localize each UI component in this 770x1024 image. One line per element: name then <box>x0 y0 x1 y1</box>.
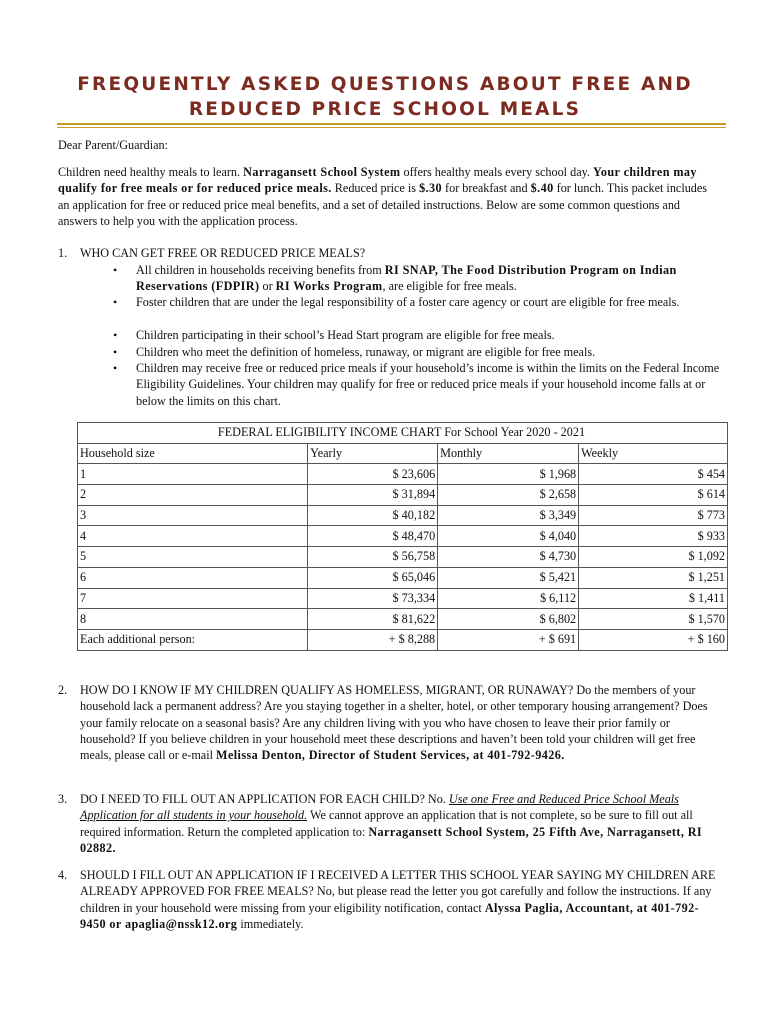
cell-monthly: $ 3,349 <box>438 505 579 526</box>
cell-yearly: $ 65,046 <box>308 567 438 588</box>
bullet-1: • <box>113 263 118 277</box>
bullet-2: • <box>113 295 118 309</box>
cell-weekly: $ 1,411 <box>579 588 728 609</box>
q4-text: SHOULD I FILL OUT AN APPLICATION IF I RECEIVED A LETTER THIS SCHOOL YEAR SAYING MY CHILDREN ARE ALREADY APPROVED FOR FREE MEALS? No, but please read the letter you got carefully and follow the instructions. If any children in your household were missing from your eligibility notification, contact Alyssa Paglia, Accountant, at 401-792-9450 or apaglia@nssk12.org immediately. <box>80 868 716 931</box>
cell-weekly: $ 614 <box>579 485 728 506</box>
cell-yearly: $ 23,606 <box>308 464 438 485</box>
q1-question: WHO CAN GET FREE OR REDUCED PRICE MEALS? <box>80 246 366 260</box>
cell-monthly: + $ 691 <box>438 629 579 650</box>
q1-number: 1. <box>58 246 68 260</box>
cell-yearly: + $ 8,288 <box>308 629 438 650</box>
salutation: Dear Parent/Guardian: <box>58 138 168 152</box>
cell-weekly: $ 933 <box>579 526 728 547</box>
q3-number: 3. <box>58 792 68 806</box>
title-rule-thin <box>57 127 726 128</box>
q1-bullet-homeless: Children who meet the definition of homeless, runaway, or migrant are eligible for free meals. <box>136 345 596 359</box>
table-row <box>78 485 728 506</box>
cell-weekly: $ 1,570 <box>579 609 728 630</box>
cell-weekly: $ 1,092 <box>579 547 728 568</box>
cell-household-size: 4 <box>78 526 308 547</box>
q4-number: 4. <box>58 868 68 882</box>
cell-monthly: $ 6,802 <box>438 609 579 630</box>
cell-weekly: $ 773 <box>579 505 728 526</box>
cell-weekly: $ 1,251 <box>579 567 728 588</box>
cell-household-size: 7 <box>78 588 308 609</box>
cell-monthly: $ 2,658 <box>438 485 579 506</box>
header-monthly: Monthly <box>438 443 579 464</box>
table-row <box>78 609 728 630</box>
table-body <box>78 464 728 650</box>
intro-paragraph: Children need healthy meals to learn. Narragansett School System offers healthy meals every school day. Your children may qualify for free meals or for reduced price meals. Reduced price is $.30 for breakfast and $.40 for lunch. This packet includes an application for free or reduced price meal benefits, and a set of detailed instructions. Below are some common questions and answers to help you with the application process. <box>58 165 708 228</box>
cell-yearly: $ 31,894 <box>308 485 438 506</box>
cell-household-size: 1 <box>78 464 308 485</box>
title-line-2: REDUCED PRICE SCHOOL MEALS <box>188 99 582 120</box>
header-weekly: Weekly <box>579 443 728 464</box>
cell-yearly: $ 56,758 <box>308 547 438 568</box>
cell-household-size: Each additional person: <box>78 629 308 650</box>
table-row <box>78 464 728 485</box>
bullet-3: • <box>113 328 118 342</box>
bullet-4: • <box>113 345 118 359</box>
cell-household-size: 8 <box>78 609 308 630</box>
cell-household-size: 2 <box>78 485 308 506</box>
table-caption: FEDERAL ELIGIBILITY INCOME CHART For School Year 2020 - 2021 <box>78 423 728 444</box>
cell-weekly: $ 454 <box>579 464 728 485</box>
q1-bullet-income: Children may receive free or reduced price meals if your household’s income is within the limits on the Federal Income Eligibility Guidelines. Your children may qualify for free or reduced price meals if your household income falls at or below the limits on this chart. <box>136 361 720 408</box>
q2-text: HOW DO I KNOW IF MY CHILDREN QUALIFY AS HOMELESS, MIGRANT, OR RUNAWAY? Do the members of your household lack a permanent address? Are you staying together in a shelter, hotel, or other temporary housing arrangement? Does your family relocate on a seasonal basis? Are any children living with you who have chosen to leave their prior family or household? If you believe children in your household meet these descriptions and haven’t been told your children will get free meals, please call or e-mail Melissa Denton, Director of Student Services, at 401-792-9426. <box>80 683 708 763</box>
q1-bullet-snap: All children in households receiving benefits from RI SNAP, The Food Distribution Program on Indian Reservations (FDPIR) or RI Works Program, are eligible for free meals. <box>136 263 677 294</box>
cell-weekly: + $ 160 <box>579 629 728 650</box>
bullet-5: • <box>113 361 118 375</box>
table-row <box>78 567 728 588</box>
cell-monthly: $ 6,112 <box>438 588 579 609</box>
header-household-size: Household size <box>78 443 308 464</box>
cell-yearly: $ 40,182 <box>308 505 438 526</box>
header-yearly: Yearly <box>308 443 438 464</box>
cell-household-size: 6 <box>78 567 308 588</box>
page-title <box>40 72 730 122</box>
q2-number: 2. <box>58 683 68 697</box>
cell-yearly: $ 81,622 <box>308 609 438 630</box>
table-row <box>78 588 728 609</box>
q1-bullet-foster: Foster children that are under the legal responsibility of a foster care agency or court are eligible for free meals. <box>136 295 680 309</box>
table-row <box>78 526 728 547</box>
q3-text: DO I NEED TO FILL OUT AN APPLICATION FOR EACH CHILD? No. Use one Free and Reduced Price School Meals Application for all students in your household. We cannot approve an application that is not complete, so be sure to fill out all required information. Return the completed application to: Narragansett School System, 25 Fifth Ave, Narragansett, RI 02882. <box>80 792 703 855</box>
q1-bullet-head-start: Children participating in their school’s Head Start program are eligible for free meals. <box>136 328 555 342</box>
cell-household-size: 5 <box>78 547 308 568</box>
title-rule-thick <box>57 123 726 125</box>
cell-monthly: $ 5,421 <box>438 567 579 588</box>
cell-yearly: $ 48,470 <box>308 526 438 547</box>
cell-household-size: 3 <box>78 505 308 526</box>
income-eligibility-table <box>77 422 728 651</box>
table-row <box>78 629 728 650</box>
table-header-row <box>78 443 728 464</box>
table-row <box>78 547 728 568</box>
table-row <box>78 505 728 526</box>
cell-monthly: $ 4,730 <box>438 547 579 568</box>
title-line-1: FREQUENTLY ASKED QUESTIONS ABOUT FREE AND <box>77 74 693 95</box>
table-caption-row <box>78 423 728 444</box>
cell-monthly: $ 4,040 <box>438 526 579 547</box>
cell-monthly: $ 1,968 <box>438 464 579 485</box>
cell-yearly: $ 73,334 <box>308 588 438 609</box>
